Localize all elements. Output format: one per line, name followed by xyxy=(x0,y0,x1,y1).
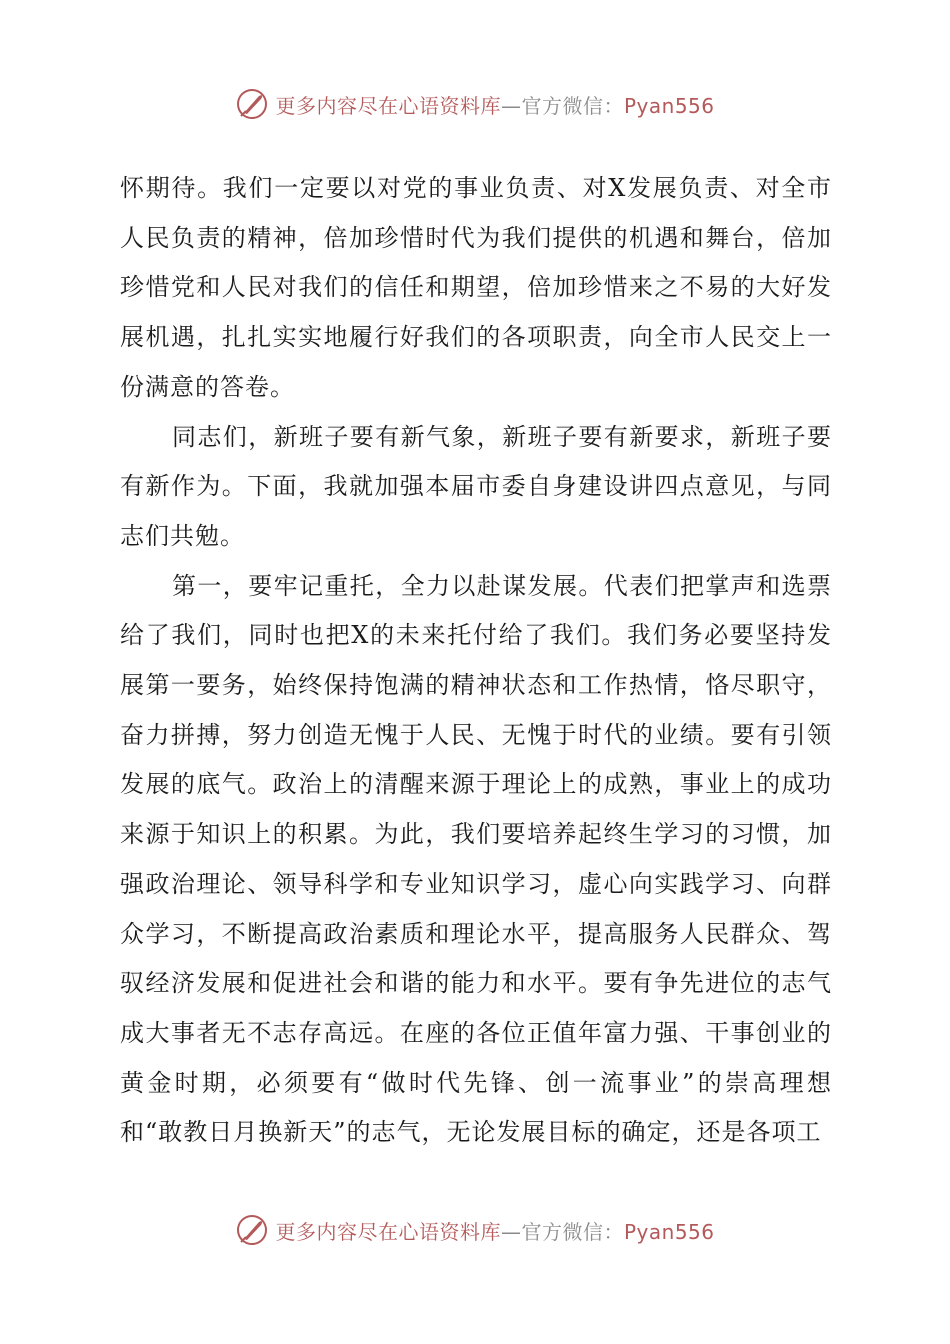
document-body xyxy=(120,164,832,1158)
quill-logo-icon xyxy=(235,1213,269,1247)
banner-main-text: 更多内容尽在心语资料库 xyxy=(275,1219,501,1244)
banner-wechat-label: 官方微信： xyxy=(521,93,624,118)
banner-wechat-label: 官方微信： xyxy=(521,1219,624,1244)
paragraph-intro: 同志们，新班子要有新气象，新班子要有新要求，新班子要有新作为。下面，我就加强本届市委自身建设讲四点意见，与同志们共勉。 xyxy=(120,422,832,550)
header-banner xyxy=(0,84,950,124)
banner-main-text: 更多内容尽在心语资料库 xyxy=(275,93,501,118)
paragraph-point-one: 第一，要牢记重托，全力以赴谋发展。代表们把掌声和选票给了我们，同时也把X的未来托付给了我们。我们务必要坚持发展第一要务，始终保持饱满的精神状态和工作热情，恪尽职守，奋力拼搏，努力创造无愧于人民、无愧于时代的业绩。要有引领发展的底气。政治上的清醒来源于理论上的成熟，事业上的成功来源于知识上的积累。为此，我们要培养起终生学习的习惯，加强政治理论、领导科学和专业知识学习，虚心向实践学习、向群众学习，不断提高政治素质和理论水平，提高服务人民群众、驾驭经济发展和促进社会和谐的能力和水平。要有争先进位的志气成大事者无不志存高远。在座的各位正值年富力强、干事创业的黄金时期，必须要有“做时代先锋、创一流事业”的崇高理想和“敢教日月换新天”的志气，无论发展目标的确定，还是各项工 xyxy=(120,571,832,1147)
footer-banner xyxy=(0,1210,950,1250)
banner-text xyxy=(275,90,714,119)
quill-logo-icon xyxy=(235,87,269,121)
banner-wechat-handle: Pyan556 xyxy=(623,93,715,118)
banner-wechat-handle: Pyan556 xyxy=(623,1219,715,1244)
banner-text xyxy=(275,1216,714,1245)
banner-dash: — xyxy=(500,1219,522,1244)
paragraph-continuation: 怀期待。我们一定要以对党的事业负责、对X发展负责、对全市人民负责的精神，倍加珍惜时代为我们提供的机遇和舞台，倍加珍惜党和人民对我们的信任和期望，倍加珍惜来之不易的大好发展机遇，扎扎实实地履行好我们的各项职责，向全市人民交上一份满意的答卷。 xyxy=(120,174,832,401)
banner-dash: — xyxy=(500,93,522,118)
